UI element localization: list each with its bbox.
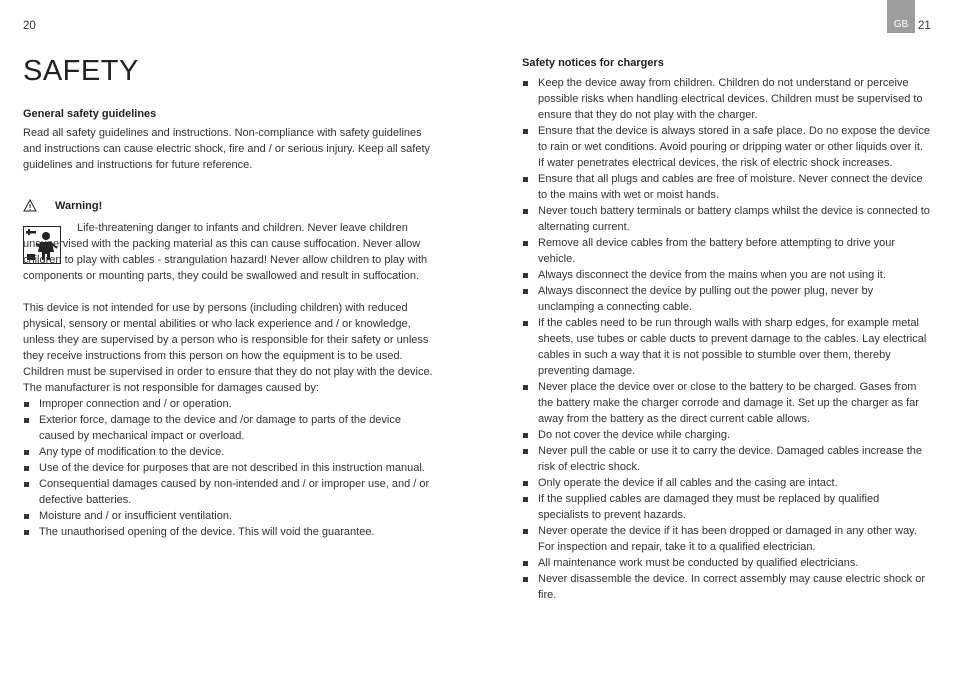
list-item: Any type of modification to the device. — [23, 444, 433, 460]
intended-use-text: This device is not intended for use by persons (including children) with reduced physical, sensory or mental abilities or who lack experience and / or knowledge, unless they are supervised by a person who is responsible for their safety or unless they receive instructions from this person on how the equipment is to be used. Children must be supervised in order to ensure that they do not play with the device. — [23, 302, 433, 378]
charger-notices-list — [522, 75, 932, 603]
list-item: The unauthorised opening of the device. This will void the guarantee. — [23, 524, 433, 540]
list-item: Moisture and / or insufficient ventilation. — [23, 508, 433, 524]
general-safety-heading: General safety guidelines — [23, 108, 157, 120]
list-item: Remove all device cables from the battery before attempting to drive your vehicle. — [522, 235, 932, 267]
list-item: If the supplied cables are damaged they must be replaced by qualified specialists to prevent hazards. — [522, 491, 932, 523]
damage-causes-list — [23, 396, 433, 540]
general-safety-text: Read all safety guidelines and instructions. Non-compliance with safety guidelines and instructions can cause electric shock, fire and / or serious injury. Keep all safety guidelines and instructions for future reference. — [23, 127, 430, 171]
warning-intro-text: Life-threatening danger to infants and children. Never leave children unsupervised with the packing material as this can cause suffocation. Never allow children to play with cables - strangulation hazard! Never allow children to play with components or mounting parts, they could be swallowed and result in suffocation. — [23, 222, 428, 282]
list-item: Use of the device for purposes that are not described in this instruction manual. — [23, 460, 433, 476]
warning-label: Warning! — [55, 199, 103, 212]
list-item: Never pull the cable or use it to carry the device. Damaged cables increase the risk of electric shock. — [522, 443, 932, 475]
page-number-right: 21 — [918, 20, 931, 32]
chargers-heading: Safety notices for chargers — [522, 57, 664, 69]
list-item: Ensure that all plugs and cables are free of moisture. Never connect the device to the mains with wet or moist hands. — [522, 171, 932, 203]
list-item: Ensure that the device is always stored in a safe place. Do no expose the device to rain or wet conditions. Avoid pouring or dripping water or other liquids over it. If water penetrates electrical devices, the risk of electric shock increases. — [522, 123, 932, 171]
warning-triangle-icon — [23, 199, 37, 212]
list-item: Never disassemble the device. In correct assembly may cause electric shock or fire. — [522, 571, 932, 603]
list-item: Only operate the device if all cables and the casing are intact. — [522, 475, 932, 491]
list-item: Never operate the device if it has been dropped or damaged in any other way. For inspection and repair, take it to a qualified electrician. — [522, 523, 932, 555]
list-item: All maintenance work must be conducted by qualified electricians. — [522, 555, 932, 571]
page-number-left: 20 — [23, 20, 36, 32]
language-tab — [887, 0, 915, 33]
language-tab-label: GB — [893, 19, 909, 30]
list-item: Consequential damages caused by non-intended and / or improper use, and / or defective batteries. — [23, 476, 433, 508]
list-item: Do not cover the device while charging. — [522, 427, 932, 443]
manufacturer-note: The manufacturer is not responsible for damages caused by: — [23, 382, 319, 394]
list-item: If the cables need to be run through walls with sharp edges, for example metal sheets, use tubes or cable ducts to prevent damage to the cables. Lay electrical cables in such a way that it is not possible to stumble over them, thereby preventing damage. — [522, 315, 932, 379]
list-item: Never place the device over or close to the battery to be charged. Gases from the battery make the charger corrode and damage it. Set up the charger as far away from the battery as the direct current cable allows. — [522, 379, 932, 427]
page-title: SAFETY — [23, 55, 139, 87]
list-item: Never touch battery terminals or battery clamps whilst the device is connected to alternating current. — [522, 203, 932, 235]
list-item: Exterior force, damage to the device and /or damage to parts of the device caused by mechanical impact or overload. — [23, 412, 433, 444]
list-item: Keep the device away from children. Children do not understand or perceive possible risks when handling electrical devices. Children must be supervised to ensure that they do not play with the charger. — [522, 75, 932, 123]
warning-row — [23, 199, 102, 212]
list-item: Always disconnect the device by pulling out the power plug, never by unclamping a connecting cable. — [522, 283, 932, 315]
list-item: Always disconnect the device from the mains when you are not using it. — [522, 267, 932, 283]
list-item: Improper connection and / or operation. — [23, 396, 433, 412]
